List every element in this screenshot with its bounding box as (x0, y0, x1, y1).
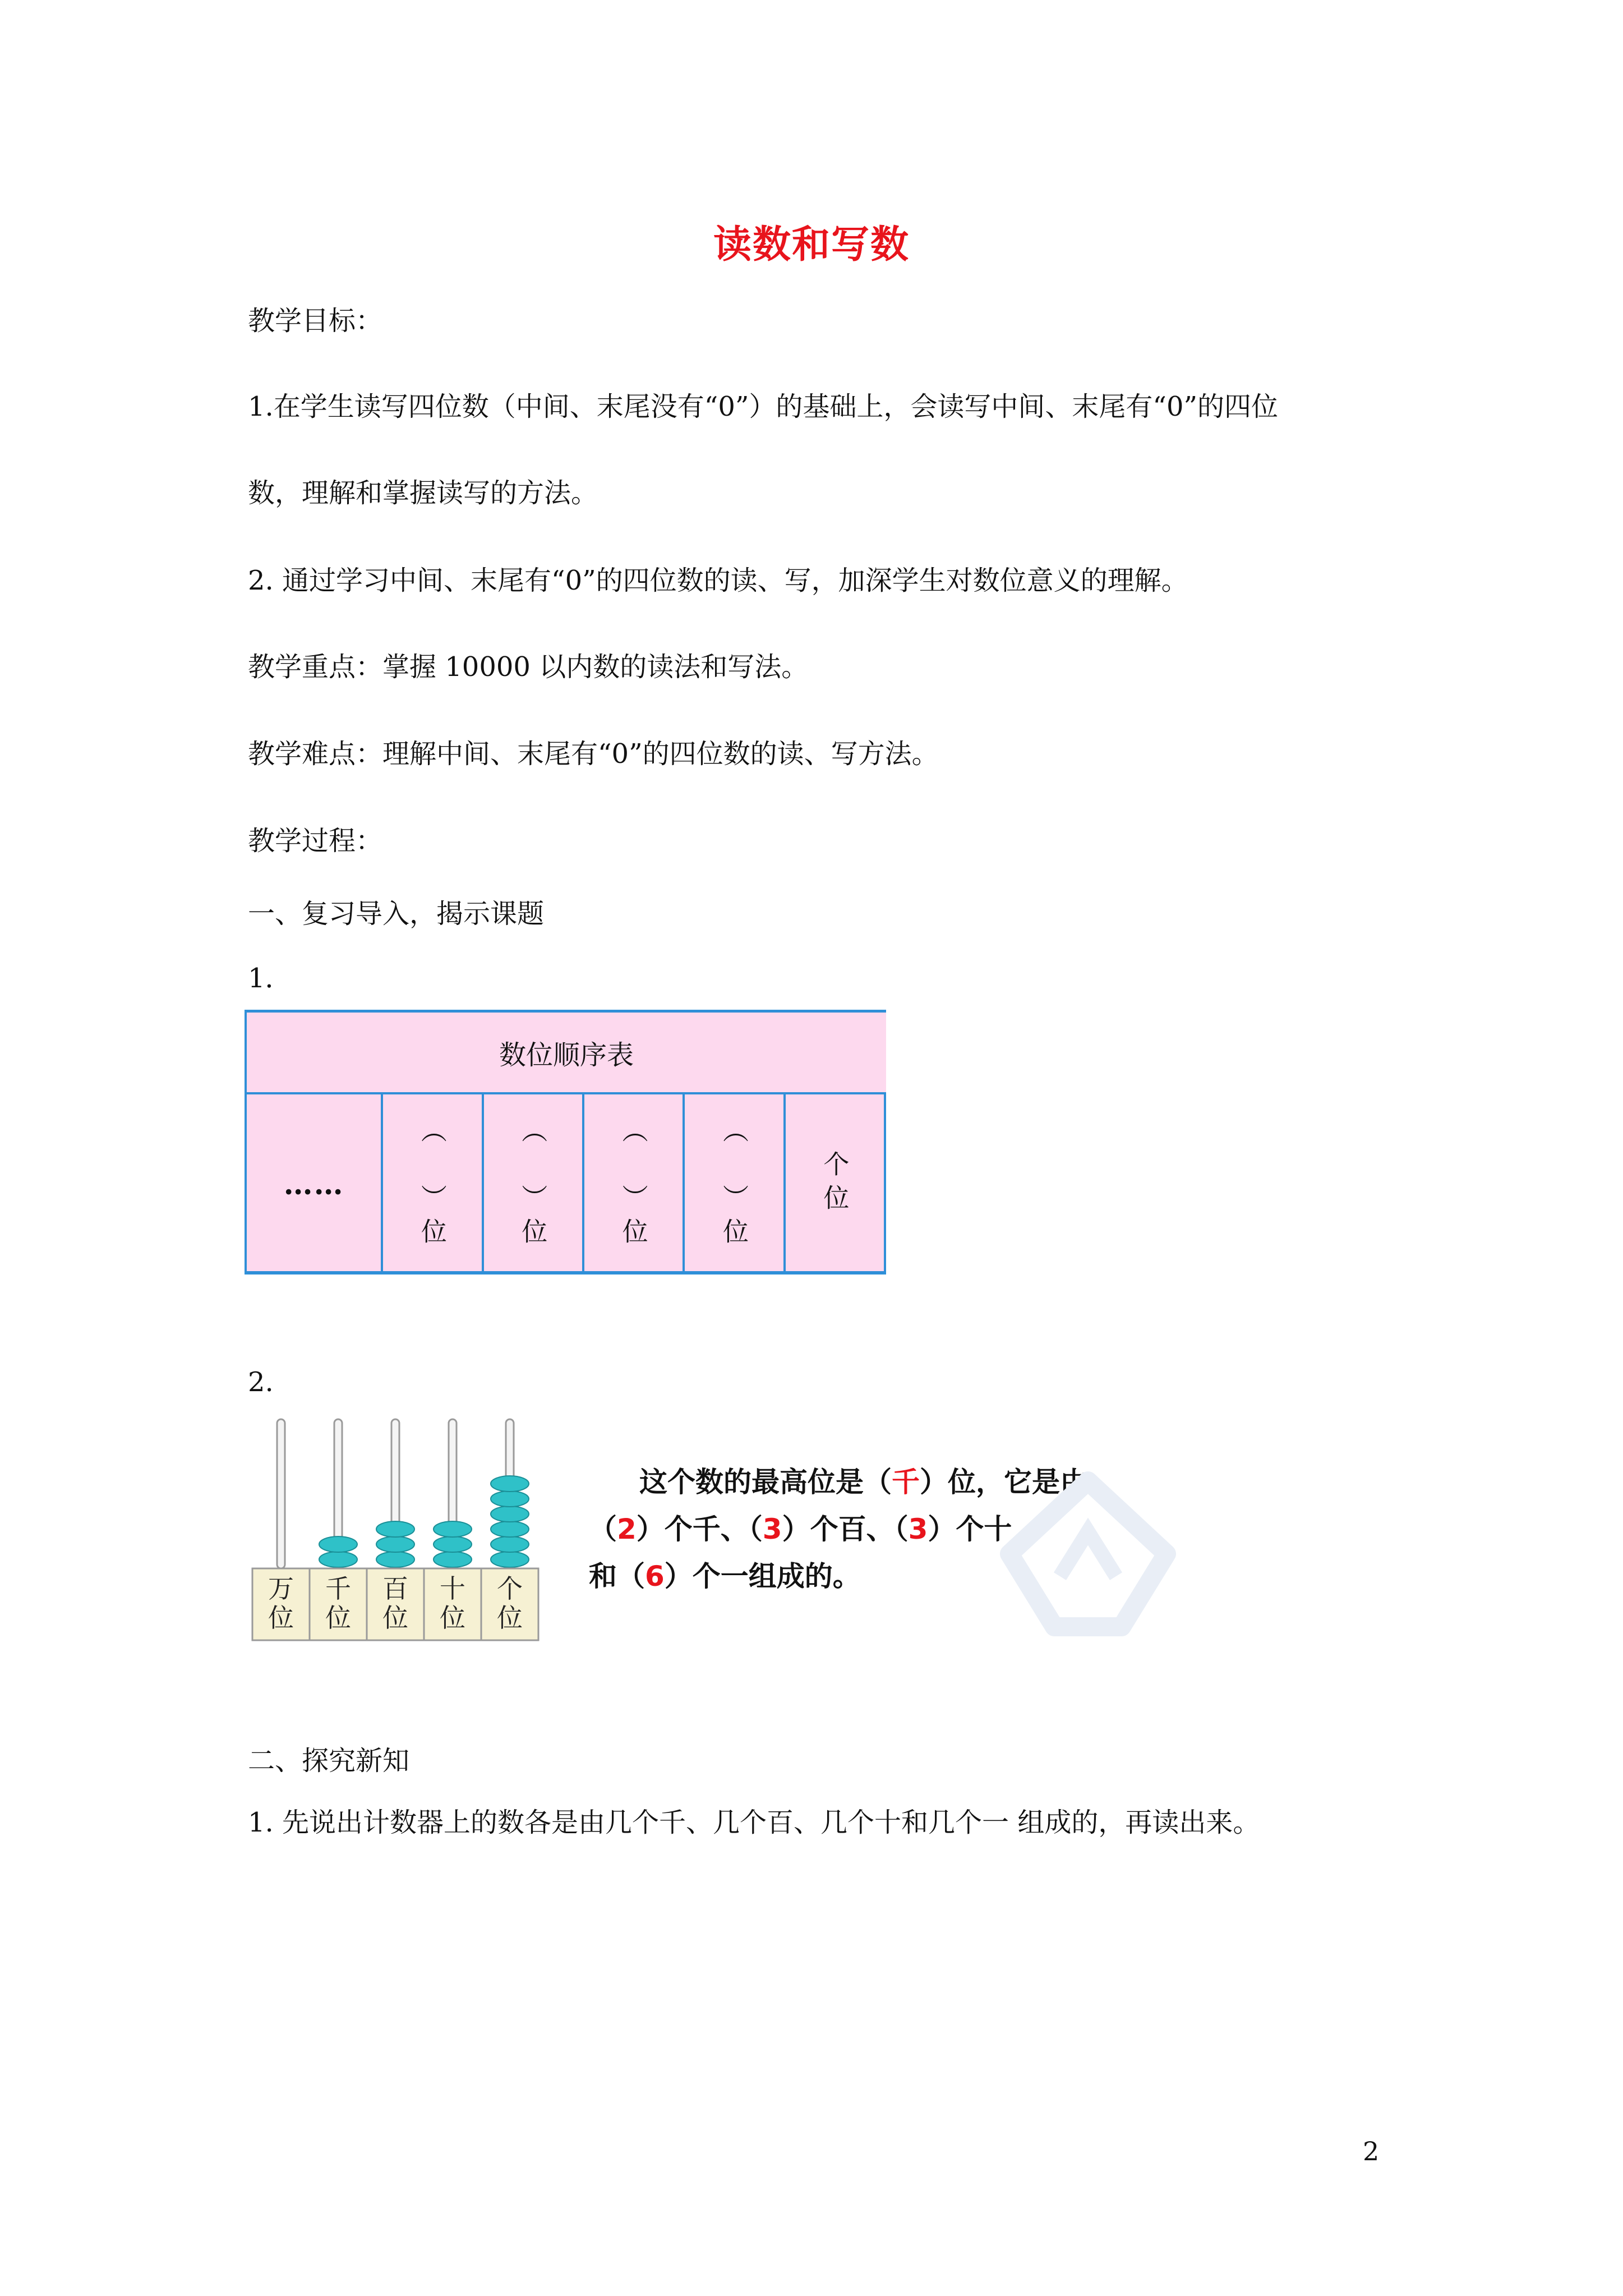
difficulty-line: 教学难点：理解中间、末尾有“0”的四位数的读、写方法。 (248, 738, 939, 770)
answer-ones: 6 (645, 1560, 665, 1593)
abacus-label-char: 个 (497, 1573, 523, 1604)
page-title: 读数和写数 (713, 222, 910, 267)
place-value-cell-label: （ ）位 (518, 1117, 548, 1251)
abacus-bead (376, 1552, 414, 1567)
answer-tens: 3 (908, 1513, 928, 1545)
place-value-cell (685, 1094, 785, 1274)
place-value-ellipsis: …… (247, 1094, 383, 1274)
answer-hundreds: 3 (762, 1513, 782, 1545)
place-value-cell (383, 1094, 483, 1274)
answer-thousands: 2 (617, 1513, 637, 1545)
sentence-text: ）个一组成的。 (664, 1560, 861, 1593)
explore1-line: 1. 先说出计数器上的数各是由几个千、几个百、几个十和几个一 组成的，再读出来。 (248, 1807, 1260, 1838)
abacus-label-char: 位 (497, 1603, 523, 1633)
place-value-cell (484, 1094, 584, 1274)
abacus-rod (277, 1419, 285, 1568)
abacus-bead (434, 1536, 472, 1552)
abacus-bead (491, 1506, 529, 1522)
item2-label: 2. (248, 1366, 274, 1398)
place-value-cell (584, 1094, 685, 1274)
abacus-label-char: 十 (440, 1573, 465, 1604)
sentence-text: （ (589, 1513, 617, 1545)
place-value-cell-label: （ ）位 (618, 1117, 649, 1251)
abacus-illustration (249, 1416, 541, 1646)
abacus-label-char: 位 (268, 1603, 294, 1633)
abacus-label-char: 千 (325, 1573, 351, 1604)
sentence-text: 和（ (589, 1560, 645, 1593)
goal1-line-a: 1.在学生读写四位数（中间、末尾没有“0”）的基础上，会读写中间、末尾有“0”的四位 (248, 391, 1279, 422)
goal2-line: 2. 通过学习中间、末尾有“0”的四位数的读、写，加深学生对数位意义的理解。 (248, 565, 1188, 596)
page-number: 2 (1363, 2136, 1380, 2166)
answer-highest-place: 千 (892, 1466, 920, 1498)
section2-heading: 二、探究新知 (248, 1745, 410, 1777)
watermark-logo (976, 1458, 1200, 1649)
abacus-label-char: 百 (382, 1573, 408, 1604)
abacus-bead (491, 1491, 529, 1507)
abacus-bead (491, 1521, 529, 1537)
place-value-cell-ones (786, 1094, 886, 1274)
abacus-bead (434, 1521, 472, 1537)
abacus-bead (434, 1552, 472, 1567)
abacus-bead (376, 1521, 414, 1537)
place-value-table-header: 数位顺序表 (499, 1039, 634, 1071)
abacus-label-char: 万 (268, 1573, 294, 1604)
place-value-cell-label: 个位 (819, 1151, 850, 1218)
abacus-bead (491, 1536, 529, 1552)
sentence-text: ）个千、（ (636, 1513, 763, 1545)
abacus-bead (491, 1552, 529, 1567)
key-point-line: 教学重点：掌握 10000 以内数的读法和写法。 (248, 651, 809, 683)
sentence-text: ）个百、（ (782, 1513, 909, 1545)
abacus-bead (491, 1476, 529, 1492)
sentence-text: ）个十 (928, 1513, 1012, 1545)
abacus-label-char: 位 (325, 1603, 351, 1633)
section1-heading: 一、复习导入，揭示课题 (248, 898, 545, 930)
place-value-row (247, 1092, 886, 1274)
sentence-text: ）位，它是由 (920, 1466, 1088, 1498)
sentence-text: 这个数的最高位是（ (639, 1466, 892, 1498)
abacus-bead (319, 1536, 357, 1552)
abacus-bead (319, 1552, 357, 1567)
goal1-line-b: 数，理解和掌握读写的方法。 (248, 477, 598, 509)
place-value-table (245, 1010, 886, 1274)
place-value-cell-label: （ ）位 (718, 1117, 749, 1251)
abacus-label-char: 位 (382, 1603, 408, 1633)
item1-label: 1． (248, 963, 292, 994)
abacus-label-char: 位 (440, 1603, 465, 1633)
process-heading: 教学过程： (248, 825, 383, 857)
goal-heading: 教学目标： (248, 305, 383, 337)
place-value-cell-label: （ ）位 (417, 1117, 448, 1251)
abacus-bead (376, 1536, 414, 1552)
